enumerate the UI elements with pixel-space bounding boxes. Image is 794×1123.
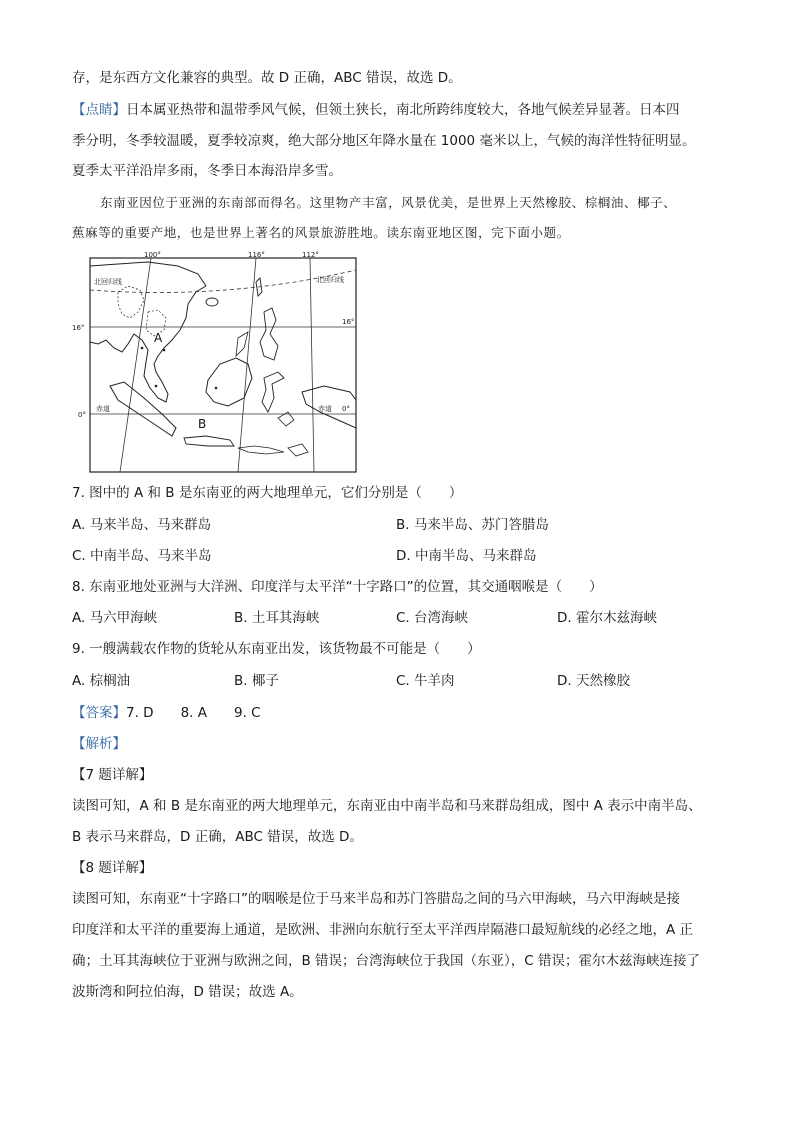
question-9-stem: 9. 一艘满载农作物的货轮从东南亚出发，该货物最不可能是（ ） [72, 641, 481, 657]
answer-line [72, 703, 261, 723]
city-dot [163, 349, 166, 352]
question-8-option-c[interactable]: C. 台湾海峡 [396, 610, 469, 626]
tip-line-1 [72, 100, 680, 120]
city-dot [141, 347, 144, 350]
question-8-option-b[interactable]: B. 土耳其海峡 [234, 610, 320, 626]
city-dot [155, 385, 158, 388]
q8-detail-line-4: 波斯湾和阿拉伯海，D 错误；故选 A。 [72, 984, 303, 1000]
intro-line-2: 蕉麻等的重要产地，也是世界上著名的风景旅游胜地。读东南亚地区图，完下面小题。 [72, 225, 570, 240]
lat-label-0-left: 0° [78, 411, 86, 419]
question-8-option-d[interactable]: D. 霍尔木兹海峡 [557, 610, 657, 626]
lat-label-0-right: 0° [342, 405, 350, 413]
tropic-label-left: 北回归线 [94, 278, 122, 286]
question-9-option-a[interactable]: A. 棕榈油 [72, 673, 131, 689]
question-9-option-d[interactable]: D. 天然橡胶 [557, 673, 630, 689]
q7-detail-line-1: 读图可知，A 和 B 是东南亚的两大地理单元，东南亚由中南半岛和马来群岛组成，图中 A 表示中南半岛、 [72, 798, 702, 814]
question-7-option-b[interactable]: B. 马来半岛、苏门答腊岛 [396, 517, 549, 533]
city-dot [215, 387, 218, 390]
question-7-option-c[interactable]: C. 中南半岛、马来半岛 [72, 548, 212, 564]
question-8-option-a[interactable]: A. 马六甲海峡 [72, 610, 158, 626]
equator-label-right: 赤道 [318, 405, 332, 413]
map-label-b: B [198, 417, 207, 431]
question-7-option-a[interactable]: A. 马来半岛、马来群岛 [72, 517, 212, 533]
analysis-tag: 【解析】 [72, 736, 126, 752]
previous-answer-tail: 存，是东西方文化兼容的典型。故 D 正确，ABC 错误，故选 D。 [72, 70, 462, 86]
lon-label-112: 112° [302, 251, 319, 259]
southeast-asia-map [72, 251, 358, 474]
question-8-stem: 8. 东南亚地处亚洲与大洋洲、印度洋与太平洋“十字路口”的位置，其交通咽喉是（ ） [72, 579, 603, 595]
q7-detail-tag: 【7 题详解】 [72, 767, 153, 783]
q8-detail-line-2: 印度洋和太平洋的重要海上通道，是欧洲、非洲向东航行至太平洋西岸隔港口最短航线的必经之地，A 正 [72, 922, 694, 938]
question-7-stem: 7. 图中的 A 和 B 是东南亚的两大地理单元，它们分别是（ ） [72, 485, 463, 501]
map-svg [72, 251, 358, 474]
question-9-option-c[interactable]: C. 牛羊肉 [396, 673, 455, 689]
q8-detail-tag: 【8 题详解】 [72, 860, 153, 876]
tip-text-1: 日本属亚热带和温带季风气候，但领土狭长，南北所跨纬度较大，各地气候差异显著。日本四 [126, 102, 680, 118]
lon-label-116: 116° [248, 251, 265, 259]
tropic-label-right: 北回归线 [316, 276, 344, 284]
lat-label-16-left: 16° [72, 324, 85, 332]
q8-detail-line-1: 读图可知，东南亚“十字路口”的咽喉是位于马来半岛和苏门答腊岛之间的马六甲海峡，马六甲海峡是接 [72, 891, 680, 907]
q8-detail-line-3: 确；土耳其海峡位于亚洲与欧洲之间，B 错误；台湾海峡位于我国（东亚），C 错误；霍尔木兹海峡连接了 [72, 953, 701, 969]
tip-tag: 【点睛】 [72, 102, 126, 118]
tip-line-3: 夏季太平洋沿岸多雨，冬季日本海沿岸多雪。 [72, 163, 342, 179]
lat-label-16-right: 16° [342, 318, 355, 326]
tip-line-2: 季分明，冬季较温暖，夏季较凉爽，绝大部分地区年降水量在 1000 毫米以上，气候的海洋性特征明显。 [72, 133, 696, 149]
map-label-a: A [154, 331, 163, 345]
question-9-option-b[interactable]: B. 椰子 [234, 673, 279, 689]
answer-tag: 【答案】 [72, 705, 126, 721]
lon-label-100: 100° [144, 251, 161, 259]
answer-text: 7. D 8. A 9. C [126, 705, 261, 721]
question-7-option-d[interactable]: D. 中南半岛、马来群岛 [396, 548, 537, 564]
equator-label-left: 赤道 [96, 405, 110, 413]
q7-detail-line-2: B 表示马来群岛，D 正确，ABC 错误，故选 D。 [72, 829, 363, 845]
intro-line-1: 东南亚因位于亚洲的东南部而得名。这里物产丰富，风景优美，是世界上天然橡胶、棕榈油、椰子、 [100, 195, 677, 210]
